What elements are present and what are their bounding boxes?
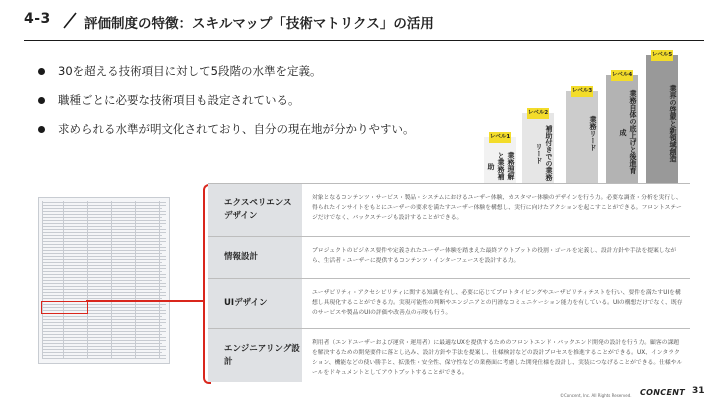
thumbnail-row-line [42,262,162,263]
bullet-text: 30を超える技術項目に対して5段階の水準を定義。 [58,64,322,78]
thumbnail-col-line [87,201,88,359]
header-rule [24,40,704,41]
bullet-dot [38,126,45,133]
skill-name-cell [208,279,302,328]
thumbnail-row-line [42,346,166,347]
thumbnail-row-line [42,268,166,269]
thumbnail-row-line [42,265,166,266]
bullet-item [36,122,416,137]
thumbnail-row-line [42,238,166,239]
thumbnail-row-line [42,358,166,359]
bullet-item [36,64,416,79]
thumbnail-row-line [42,337,166,338]
thumbnail-col-line [135,201,136,359]
thumbnail-row-line [42,205,166,206]
level-step-5 [646,52,678,183]
thumbnail-col-line [42,201,43,359]
thumbnail-row-line [42,280,162,281]
skill-description: 対象となるコンテンツ・サービス・製品・システムにおけるユーザー体験、カスタマー体験のデザインを行う力。必要な調査・分析を実行し、得られたインサイトをもとにユーザーの要求を満たすユーザー体験を構想し、実行に向けたアクションを起こすことができる。フロントステージだけでなく、バックステージも設計することができる。 [312,195,682,221]
thumbnail-row-line [42,214,166,215]
level-description: 業界の啓蒙と新領域創造 [669,84,677,162]
page-number: 31 [692,386,705,396]
table-row [208,329,690,382]
thumbnail-row-line [42,322,166,323]
thumbnail-row-line [42,325,162,326]
thumbnail-row-line [42,259,166,260]
thumbnail-row-line [42,271,162,272]
skill-matrix-thumbnail [38,197,170,364]
thumbnail-col-line [111,201,112,359]
skill-name: エンジニアリング設計 [224,343,300,367]
table-row [208,184,690,237]
skill-table [208,183,690,382]
thumbnail-row-line [42,220,166,221]
level-staircase [484,48,714,183]
level-badge: レベル1 [489,132,511,143]
thumbnail-row-line [42,217,162,218]
copyright-text: ©Concent, Inc. All Rights Reserved. [560,393,632,398]
bullet-dot [38,68,45,75]
thumbnail-row-line [42,319,166,320]
thumbnail-row-line [42,241,166,242]
thumbnail-row-line [42,226,162,227]
bullet-list [36,64,416,151]
level-step-3 [566,88,598,183]
skill-name-cell [208,329,302,382]
bullet-dot [38,97,45,104]
thumbnail-row-line [42,253,162,254]
thumbnail-row-line [42,334,162,335]
thumbnail-row-line [42,292,166,293]
thumbnail-row-line [42,247,166,248]
thumbnail-row-line [42,235,162,236]
thumbnail-col-line [63,201,64,359]
level-step-4 [606,72,638,183]
skill-name: エクスペリエンス デザイン [224,198,292,221]
level-step-2 [522,110,554,183]
thumbnail-row-line [42,295,166,296]
thumbnail-row-line [42,286,166,287]
thumbnail-row-line [42,229,166,230]
skill-description: 利用者（エンドユーザーおよび運営・運用者）に最適なUXを提供するためのフロントエンド・バックエンド開発の設計を行う力。顧客の課題を解決するための開発要件に落とし込み、設計方針や手法を提案し、仕様検討などの設計プロセスを推進することができる。UX、インタラクション、機能などの使い勝手と、拡張性・安全性、保守性などの業務面に考慮した開発仕様を設計し、実装につなげることができる。仕様やルールをドキュメントとしてアウトプットすることができる。 [312,340,683,376]
thumbnail-row-line [42,250,166,251]
slide-header [0,0,728,42]
thumbnail-row-line [42,343,162,344]
thumbnail-row-line [42,316,162,317]
level-badge: レベル5 [651,50,673,61]
thumbnail-row-line [42,256,166,257]
thumbnail-row-line [42,289,162,290]
section-number: 4-3 [24,11,51,27]
skill-description: ユーザビリティ・アクセシビリティに関する知識を有し、必要に応じてプロトタイピングやユーザビリティテストを行い、要件を満たすUIを構想し具現化することができる力。実現可能性の判断やエンジニアとの円滑なコミュニケーション能力を有している。UIの構想だけでなく、既存のサービスや製品のUIの評価や改善点の示唆も行う。 [312,290,683,316]
table-row [208,279,690,329]
thumbnail-row-line [42,244,162,245]
thumbnail-row-line [42,283,166,284]
level-description: 業務リード [589,115,597,151]
level-badge: レベル2 [527,108,549,119]
thumbnail-row-line [42,331,166,332]
level-description: 業務理解と業務補助 [487,152,515,180]
slide-title: 評価制度の特徴：スキルマップ「技術マトリクス」の活用 [84,16,434,32]
skill-name-cell [208,184,302,236]
thumbnail-col-line [159,201,160,359]
table-row [208,237,690,279]
highlight-box [41,301,88,314]
thumbnail-row-line [42,223,166,224]
thumbnail-row-line [42,202,166,203]
thumbnail-row-line [42,355,166,356]
skill-name: 情報設計 [224,252,259,262]
bullet-item [36,93,416,108]
company-logo: CONCENT [640,388,685,397]
thumbnail-row-line [42,211,166,212]
thumbnail-row-line [42,232,166,233]
thumbnail-row-line [42,274,166,275]
skill-name: UIデザイン [224,298,268,308]
level-description: 業務自体の底上げと後進育成 [619,90,637,174]
connector-line [86,300,204,302]
skill-description: プロジェクトのビジネス要件や定義されたユーザー体験を踏まえた最終アウトプットの役割・ゴールを定義し、設計方針や手法を提案しながら、生活者・ユーザーに提供するコンテンツ・インターフェースを設計する力。 [312,248,677,264]
level-badge: レベル3 [571,86,593,97]
bullet-text: 求められる水準が明文化されており、自分の現在地が分かりやすい。 [58,122,415,136]
bullet-text: 職種ごとに必要な技術項目も設定されている。 [58,93,300,107]
level-badge: レベル4 [611,70,633,81]
thumbnail-row-line [42,328,166,329]
thumbnail-row-line [42,352,162,353]
thumbnail-row-line [42,208,162,209]
thumbnail-row-line [42,277,166,278]
thumbnail-row-line [42,340,166,341]
thumbnail-row-line [42,349,166,350]
level-description: 補助付きでの業務リード [535,125,553,181]
slash-divider [62,12,78,29]
skill-name-cell [208,237,302,278]
level-step-1 [484,134,516,183]
thumbnail-row-line [42,298,162,299]
